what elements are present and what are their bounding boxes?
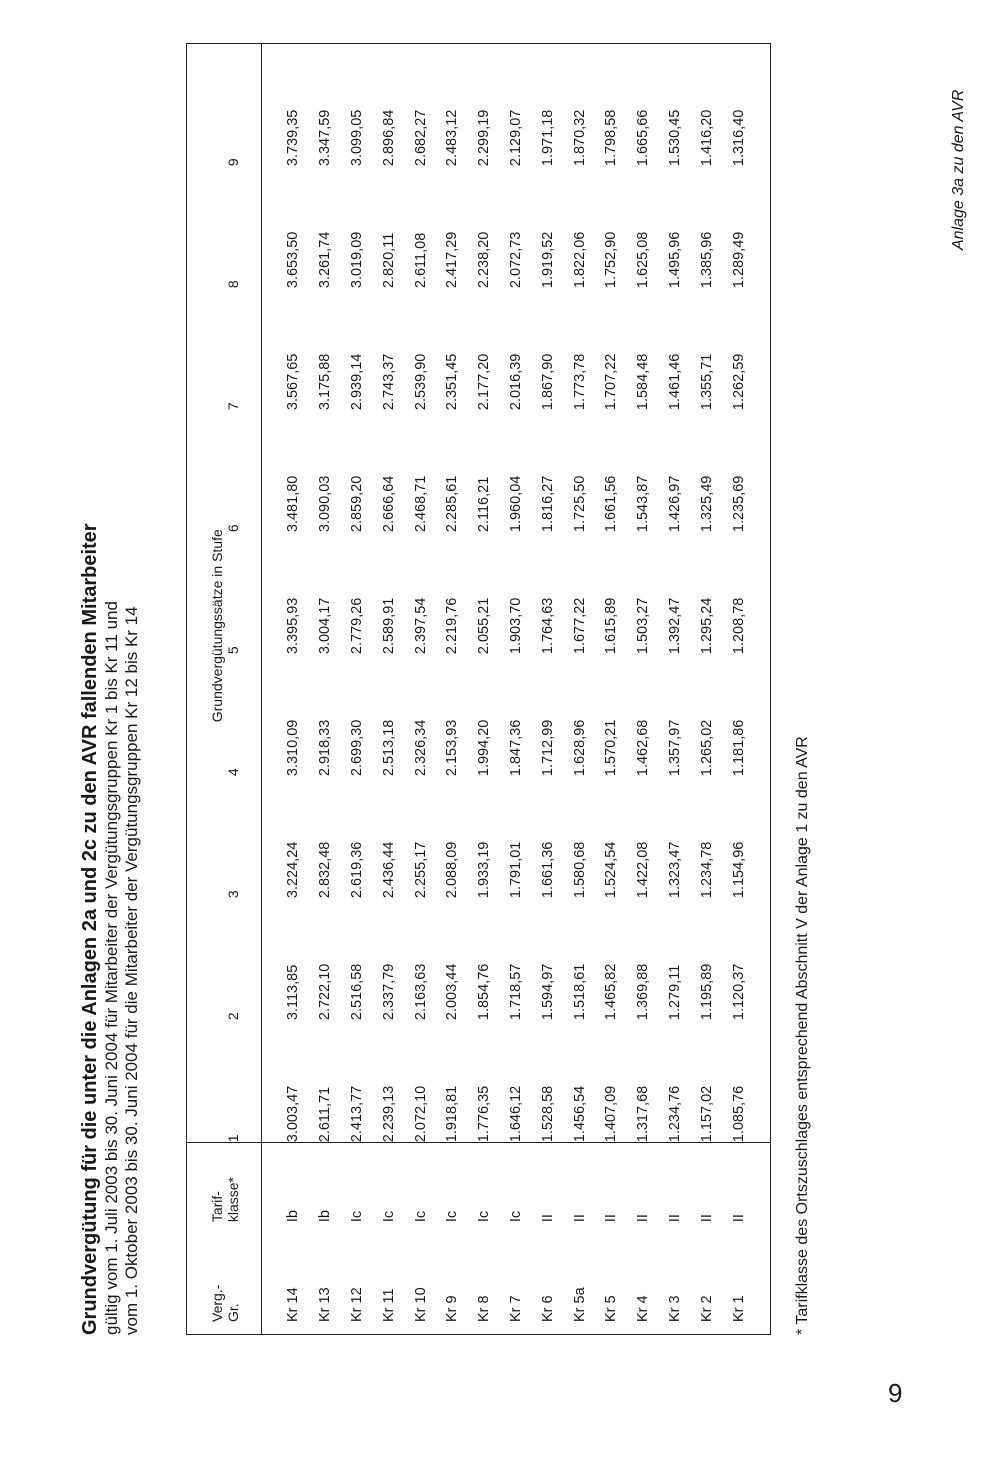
salary-value-cell: 2.337,79 bbox=[380, 963, 397, 1021]
salary-value-cell: 2.539,90 bbox=[412, 353, 429, 411]
verguetungsgruppe-cell: Kr 14 bbox=[285, 1287, 302, 1322]
header-tarif-line2: klasse* bbox=[225, 1143, 262, 1222]
verguetungsgruppe-cell: Kr 11 bbox=[380, 1288, 397, 1322]
salary-value-cell: 1.994,20 bbox=[476, 719, 493, 777]
salary-value-cell: 2.896,84 bbox=[380, 109, 397, 167]
validity-line-2: vom 1. Oktober 2003 bis 30. Juni 2004 für die Mitarbeiter der Vergütungsgruppen Kr 12 bis Kr 14 bbox=[122, 606, 141, 1335]
salary-value-cell: 2.918,33 bbox=[317, 719, 334, 777]
salary-value-cell: 1.816,27 bbox=[539, 475, 556, 533]
salary-value-cell: 1.718,57 bbox=[508, 963, 524, 1021]
salary-value-cell: 3.261,74 bbox=[317, 231, 334, 289]
verguetungsgruppe-cell: Kr 8 bbox=[476, 1295, 493, 1322]
salary-value-cell: 1.530,45 bbox=[667, 109, 684, 167]
salary-value-cell: 1.570,21 bbox=[603, 719, 620, 777]
running-header bbox=[950, 40, 980, 250]
salary-value-cell: 3.347,59 bbox=[317, 109, 334, 167]
salary-value-cell: 1.854,76 bbox=[476, 963, 493, 1021]
salary-value-cell: 1.465,82 bbox=[603, 963, 620, 1021]
tarifklasse-cell: II bbox=[564, 1143, 596, 1222]
verguetungsgruppe-cell: Kr 13 bbox=[317, 1287, 334, 1322]
salary-value-cell: 2.177,20 bbox=[476, 353, 493, 411]
salary-value-cell: 2.832,48 bbox=[317, 841, 334, 899]
verguetungsgruppe-cell: Kr 5 bbox=[603, 1295, 620, 1322]
salary-value-cell: 1.677,22 bbox=[571, 597, 588, 655]
tarifklasse-cell: Ib bbox=[277, 1143, 309, 1222]
salary-value-cell: 1.933,19 bbox=[476, 841, 493, 899]
salary-value-cell: 1.120,37 bbox=[730, 963, 747, 1021]
salary-value-cell: 1.317,68 bbox=[635, 1085, 652, 1143]
salary-value-cell: 2.779,26 bbox=[348, 597, 365, 655]
salary-value-cell: 3.310,09 bbox=[285, 719, 302, 777]
salary-value-cell: 1.764,63 bbox=[539, 597, 556, 655]
salary-value-cell: 1.707,22 bbox=[603, 353, 620, 411]
header-tarif-line1: Tarif- bbox=[187, 1143, 225, 1222]
salary-value-cell: 1.822,06 bbox=[571, 231, 588, 289]
salary-value-cell: 2.619,36 bbox=[348, 841, 365, 899]
header-stufe: 1 bbox=[225, 1020, 262, 1143]
salary-value-cell: 1.543,87 bbox=[635, 475, 652, 533]
salary-value-cell: 3.653,50 bbox=[285, 231, 302, 289]
salary-value-cell: 2.699,30 bbox=[348, 719, 365, 777]
salary-value-cell: 1.195,89 bbox=[698, 963, 715, 1021]
salary-value-cell: 2.722,10 bbox=[317, 963, 334, 1021]
salary-value-cell: 1.262,59 bbox=[730, 353, 747, 411]
table-row bbox=[405, 44, 437, 1334]
salary-value-cell: 1.289,49 bbox=[730, 231, 747, 289]
header-stufe: 2 bbox=[225, 898, 262, 1020]
salary-value-cell: 1.661,36 bbox=[539, 841, 556, 899]
salary-value-cell: 1.798,58 bbox=[603, 109, 620, 167]
salary-value-cell: 2.436,44 bbox=[380, 841, 397, 899]
salary-value-cell: 2.326,34 bbox=[412, 719, 429, 777]
salary-value-cell: 3.099,05 bbox=[348, 109, 365, 167]
salary-value-cell: 1.580,68 bbox=[571, 841, 588, 899]
header-stufe: 4 bbox=[225, 654, 262, 776]
salary-value-cell: 1.416,20 bbox=[698, 109, 715, 167]
salary-value-cell: 1.646,12 bbox=[508, 1085, 524, 1143]
salary-value-cell: 2.351,45 bbox=[444, 353, 461, 411]
salary-value-cell: 2.088,09 bbox=[444, 841, 461, 899]
salary-value-cell: 2.468,71 bbox=[412, 475, 429, 533]
salary-value-cell: 2.513,18 bbox=[380, 719, 397, 777]
tarifklasse-cell: Ib bbox=[309, 1143, 341, 1222]
salary-value-cell: 1.524,54 bbox=[603, 841, 620, 899]
table-row bbox=[723, 44, 755, 1334]
tarifklasse-cell: Ic bbox=[341, 1143, 373, 1222]
salary-value-cell: 2.589,91 bbox=[380, 597, 397, 655]
salary-value-cell: 1.234,76 bbox=[667, 1085, 684, 1143]
header-stufe: 3 bbox=[225, 776, 262, 898]
salary-value-cell: 3.019,09 bbox=[348, 231, 365, 289]
salary-value-cell: 1.316,40 bbox=[730, 109, 747, 167]
salary-value-cell: 2.255,17 bbox=[412, 841, 429, 899]
salary-value-cell: 1.085,76 bbox=[730, 1085, 747, 1143]
salary-value-cell: 2.397,54 bbox=[412, 597, 429, 655]
validity-line-1: gültig vom 1. Juli 2003 bis 30. Juni 2004 für Mitarbeiter der Vergütungsgruppen Kr 1 bis Kr 11 und bbox=[102, 601, 121, 1335]
salary-value-cell: 1.918,81 bbox=[444, 1085, 461, 1143]
salary-value-cell: 1.154,96 bbox=[730, 841, 747, 899]
footnote: * Tarifklasse des Ortszuschlages entsprechend Abschnitt V der Anlage 1 zu den AVR bbox=[794, 736, 811, 1335]
salary-value-cell: 3.481,80 bbox=[285, 475, 302, 533]
anlage-label: Anlage 3a zu den AVR bbox=[950, 89, 967, 250]
salary-table-frame bbox=[186, 43, 771, 1335]
salary-value-cell: 3.739,35 bbox=[285, 109, 302, 167]
salary-value-cell: 1.385,96 bbox=[698, 231, 715, 289]
table-row bbox=[468, 44, 500, 1334]
salary-value-cell: 3.090,03 bbox=[317, 475, 334, 533]
header-stufe: 6 bbox=[225, 410, 262, 532]
header-stufe: 5 bbox=[225, 532, 262, 654]
salary-value-cell: 1.208,78 bbox=[730, 597, 747, 655]
salary-value-cell: 1.773,78 bbox=[571, 353, 588, 411]
tarifklasse-cell: Ic bbox=[405, 1143, 437, 1222]
verguetungsgruppe-cell: Kr 6 bbox=[539, 1295, 556, 1322]
salary-value-cell: 1.369,88 bbox=[635, 963, 652, 1021]
document-title: Grundvergütung für die unter die Anlagen 2a und 2c zu den AVR fallenden Mitarbeiter bbox=[79, 523, 101, 1335]
salary-value-cell: 1.661,56 bbox=[603, 475, 620, 533]
salary-value-cell: 1.325,49 bbox=[698, 475, 715, 533]
rotated-page-content bbox=[78, 35, 818, 1335]
salary-value-cell: 1.919,52 bbox=[539, 231, 556, 289]
salary-value-cell: 2.238,20 bbox=[476, 231, 493, 289]
table-row bbox=[500, 44, 532, 1334]
salary-value-cell: 3.224,24 bbox=[285, 841, 302, 899]
salary-value-cell: 2.003,44 bbox=[444, 963, 461, 1021]
salary-value-cell: 1.584,48 bbox=[635, 353, 652, 411]
salary-value-cell: 1.235,69 bbox=[730, 475, 747, 533]
salary-value-cell: 2.820,11 bbox=[380, 232, 397, 289]
verguetungsgruppe-cell: Kr 2 bbox=[698, 1295, 715, 1322]
salary-value-cell: 1.503,27 bbox=[635, 597, 652, 655]
salary-value-cell: 1.960,04 bbox=[508, 475, 524, 533]
verguetungsgruppe-cell: Kr 1 bbox=[730, 1295, 747, 1322]
salary-value-cell: 2.413,77 bbox=[348, 1085, 365, 1143]
salary-value-cell: 1.295,24 bbox=[698, 597, 715, 655]
salary-value-cell: 1.752,90 bbox=[603, 231, 620, 289]
tarifklasse-cell: II bbox=[596, 1143, 628, 1222]
salary-value-cell: 2.483,12 bbox=[444, 109, 461, 167]
salary-value-cell: 1.867,90 bbox=[539, 353, 556, 411]
salary-value-cell: 2.417,29 bbox=[444, 231, 461, 289]
salary-value-cell: 1.971,18 bbox=[539, 109, 556, 167]
salary-value-cell: 2.743,37 bbox=[380, 353, 397, 411]
tarifklasse-cell: Ic bbox=[500, 1143, 532, 1222]
salary-value-cell: 2.516,58 bbox=[348, 963, 365, 1021]
header-verg-line2: Gr. bbox=[225, 1222, 262, 1334]
tarifklasse-cell: Ic bbox=[468, 1143, 500, 1222]
tarifklasse-cell: II bbox=[723, 1143, 755, 1222]
salary-value-cell: 2.153,93 bbox=[444, 719, 461, 777]
verguetungsgruppe-cell: Kr 10 bbox=[412, 1287, 429, 1322]
header-stufe-group: Grundvergütungssätze in Stufe bbox=[209, 529, 225, 723]
salary-value-cell: 2.016,39 bbox=[508, 353, 524, 411]
salary-value-cell: 3.003,47 bbox=[285, 1085, 302, 1143]
salary-value-cell: 1.725,50 bbox=[571, 475, 588, 533]
salary-value-cell: 1.628,96 bbox=[571, 719, 588, 777]
salary-table-body bbox=[262, 44, 771, 1334]
salary-value-cell: 2.116,21 bbox=[476, 476, 493, 533]
salary-value-cell: 1.265,02 bbox=[698, 719, 715, 777]
salary-value-cell: 2.611,08 bbox=[412, 232, 429, 289]
salary-value-cell: 1.357,97 bbox=[667, 719, 684, 777]
verguetungsgruppe-cell: Kr 4 bbox=[635, 1295, 652, 1322]
table-row bbox=[373, 44, 405, 1334]
salary-value-cell: 1.518,61 bbox=[571, 963, 588, 1021]
salary-value-cell: 2.163,63 bbox=[412, 963, 429, 1021]
table-row bbox=[659, 44, 691, 1334]
salary-value-cell: 1.594,97 bbox=[539, 963, 556, 1021]
table-row bbox=[627, 44, 659, 1334]
verguetungsgruppe-cell: Kr 12 bbox=[348, 1287, 365, 1322]
salary-value-cell: 2.072,73 bbox=[508, 231, 524, 289]
salary-value-cell: 3.175,88 bbox=[317, 353, 334, 411]
salary-value-cell: 1.392,47 bbox=[667, 597, 684, 655]
salary-value-cell: 1.625,08 bbox=[635, 231, 652, 289]
salary-value-cell: 2.611,71 bbox=[317, 1086, 334, 1143]
page-number: 9 bbox=[888, 1378, 903, 1408]
salary-value-cell: 1.157,02 bbox=[698, 1085, 715, 1143]
salary-value-cell: 2.299,19 bbox=[476, 109, 493, 167]
salary-value-cell: 3.567,65 bbox=[285, 353, 302, 411]
table-row bbox=[596, 44, 628, 1334]
header-stufe: 9 bbox=[225, 44, 262, 166]
salary-value-cell: 1.665,66 bbox=[635, 109, 652, 167]
salary-value-cell: 1.461,46 bbox=[667, 353, 684, 411]
tarifklasse-cell: II bbox=[659, 1143, 691, 1222]
salary-value-cell: 1.422,08 bbox=[635, 841, 652, 899]
salary-value-cell: 1.712,99 bbox=[539, 719, 556, 777]
salary-value-cell: 1.279,11 bbox=[667, 964, 684, 1021]
verguetungsgruppe-cell: Kr 7 bbox=[508, 1295, 524, 1322]
table-row bbox=[277, 44, 309, 1334]
salary-value-cell: 1.776,35 bbox=[476, 1085, 493, 1143]
salary-value-cell: 3.113,85 bbox=[285, 964, 302, 1021]
salary-value-cell: 2.859,20 bbox=[348, 475, 365, 533]
header-stufe: 7 bbox=[225, 288, 262, 410]
salary-value-cell: 1.870,32 bbox=[571, 109, 588, 167]
salary-value-cell: 1.462,68 bbox=[635, 719, 652, 777]
salary-value-cell: 1.181,86 bbox=[730, 719, 747, 777]
table-row bbox=[341, 44, 373, 1334]
salary-value-cell: 1.495,96 bbox=[667, 231, 684, 289]
salary-value-cell: 2.666,64 bbox=[380, 475, 397, 533]
salary-value-cell: 1.528,58 bbox=[539, 1085, 556, 1143]
salary-value-cell: 2.072,10 bbox=[412, 1085, 429, 1143]
salary-value-cell: 2.239,13 bbox=[380, 1085, 397, 1143]
tarifklasse-cell: II bbox=[532, 1143, 564, 1222]
salary-value-cell: 1.903,70 bbox=[508, 597, 524, 655]
verguetungsgruppe-cell: Kr 9 bbox=[444, 1295, 461, 1322]
salary-value-cell: 2.939,14 bbox=[348, 353, 365, 411]
salary-value-cell: 1.426,97 bbox=[667, 475, 684, 533]
salary-table bbox=[187, 44, 770, 1334]
tarifklasse-cell: II bbox=[627, 1143, 659, 1222]
salary-value-cell: 1.791,01 bbox=[508, 841, 524, 899]
tarifklasse-cell: II bbox=[691, 1143, 723, 1222]
verguetungsgruppe-cell: Kr 5a bbox=[571, 1287, 588, 1322]
salary-value-cell: 1.323,47 bbox=[667, 841, 684, 899]
salary-value-cell: 1.615,89 bbox=[603, 597, 620, 655]
salary-value-cell: 2.285,61 bbox=[444, 475, 461, 533]
verguetungsgruppe-cell: Kr 3 bbox=[667, 1295, 684, 1322]
table-row bbox=[691, 44, 723, 1334]
table-row bbox=[532, 44, 564, 1334]
salary-value-cell: 1.234,78 bbox=[698, 841, 715, 899]
table-row bbox=[309, 44, 341, 1334]
salary-value-cell: 3.004,17 bbox=[317, 597, 334, 655]
salary-value-cell: 3.395,93 bbox=[285, 597, 302, 655]
salary-value-cell: 1.407,09 bbox=[603, 1085, 620, 1143]
salary-value-cell: 2.682,27 bbox=[412, 109, 429, 167]
tarifklasse-cell: Ic bbox=[373, 1143, 405, 1222]
header-stufe: 8 bbox=[225, 166, 262, 288]
salary-value-cell: 2.129,07 bbox=[508, 109, 524, 167]
header-verg-line1: Verg.- bbox=[209, 1284, 225, 1322]
tarifklasse-cell: Ic bbox=[436, 1143, 468, 1222]
salary-value-cell: 1.355,71 bbox=[698, 353, 715, 411]
salary-value-cell: 1.456,54 bbox=[571, 1085, 588, 1143]
salary-value-cell: 1.847,36 bbox=[508, 719, 524, 777]
table-row bbox=[564, 44, 596, 1334]
table-row bbox=[436, 44, 468, 1334]
salary-value-cell: 2.055,21 bbox=[476, 597, 493, 655]
salary-value-cell: 2.219,76 bbox=[444, 597, 461, 655]
